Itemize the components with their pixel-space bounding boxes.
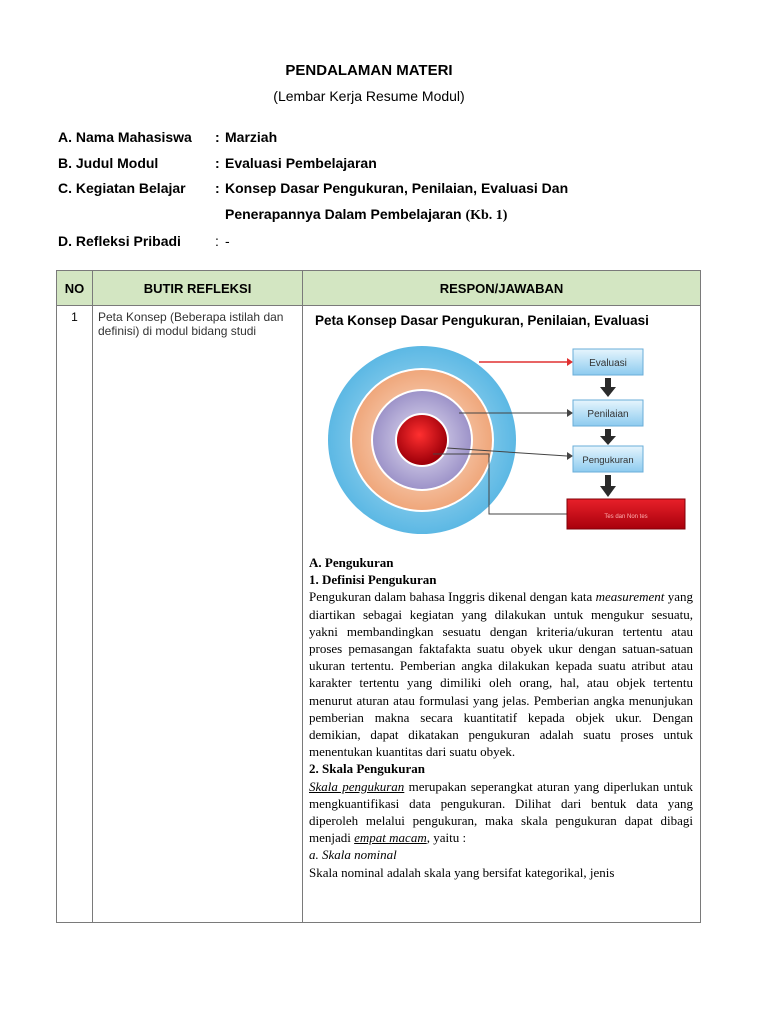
- page-subtitle: (Lembar Kerja Resume Modul): [273, 88, 465, 104]
- info-label: C. Kegiatan Belajar: [58, 180, 186, 196]
- arrow-head-icon: [567, 452, 573, 460]
- box-pengukuran-label: Pengukuran: [582, 455, 634, 466]
- cell-no: 1: [57, 306, 93, 923]
- diagram-title: Peta Konsep Dasar Pengukuran, Penilaian, Evaluasi: [315, 313, 649, 328]
- definisi-text-2: yang diartikan sebagai kegiatan yang dilakukan untuk mengukur sesuatu, yakni membandingkan sesuatu dengan kriteria/ukuran tertentu atau proses pemasangan faktafakta suatu obyek ukur dengan satuan-satuan ukuran tertentu. Pemberian angka dilakukan kepada suatu atribut atau karakter tertentu yang dimiliki oleh orang, hal, atau objek tertentu menurut aturan atau formulasi yang jelas. Pemberian angka menunjukan pemberian makna secara kuantitatif kepada objek ukur. Dengan demikian, dapat dikatakan pengukuran adalah suatu proses untuk menentukan kuantitas dari suatu obyek.: [309, 589, 693, 760]
- info-colon: :: [215, 129, 220, 145]
- box-penilaian-label: Penilaian: [587, 409, 629, 420]
- skala-text-2: , yaitu :: [426, 830, 467, 846]
- down-arrow-icon: [600, 475, 616, 497]
- info-value: Marziah: [225, 129, 278, 145]
- info-judul: [58, 155, 698, 175]
- response-text: [309, 554, 693, 881]
- cell-butir: Peta Konsep (Beberapa istilah dan definisi) di modul bidang studi: [93, 306, 303, 923]
- info-colon: :: [215, 233, 219, 249]
- skala-term-2: empat macam: [354, 830, 427, 846]
- core-tes: [396, 414, 448, 466]
- info-refleksi: [58, 233, 698, 253]
- info-label: D. Refleksi Pribadi: [58, 233, 181, 249]
- info-value: Evaluasi Pembelajaran: [225, 155, 377, 171]
- down-arrow-icon: [600, 429, 616, 445]
- cell-respon: [303, 306, 701, 923]
- table-header-row: [57, 271, 701, 306]
- info-colon: :: [215, 180, 220, 196]
- skala-term: Skala pengukuran: [309, 778, 405, 794]
- box-evaluasi-label: Evaluasi: [589, 358, 627, 369]
- table-row: [57, 306, 701, 923]
- header-butir: BUTIR REFLEKSI: [93, 271, 303, 306]
- section-a-heading: A. Pengukuran: [309, 555, 394, 570]
- arrow-head-icon: [567, 358, 573, 366]
- header-no: NO: [57, 271, 93, 306]
- skala-text-1: merupakan seperangkat aturan yang diperlukan untuk mengkuantifikasi data pengukuran. Dilihat dari bentuk data yang diperoleh melalui pengukuran, maka skala pengukuran dapat dibagi menjadi: [309, 778, 694, 846]
- info-value2: Penerapannya Dalam Pembelajaran: [225, 206, 462, 222]
- definisi-heading: 1. Definisi Pengukuran: [309, 572, 437, 588]
- definisi-text-1: Pengukuran dalam bahasa Inggris dikenal dengan kata: [309, 589, 593, 605]
- info-kegiatan-cont: [58, 206, 698, 226]
- concept-map-diagram: [309, 336, 693, 550]
- info-label: A. Nama Mahasiswa: [58, 129, 192, 145]
- skala-heading: 2. Skala Pengukuran: [309, 761, 425, 777]
- info-value: -: [225, 233, 230, 249]
- arrow-head-icon: [567, 409, 573, 417]
- info-kegiatan: [58, 180, 698, 200]
- info-colon: :: [215, 155, 220, 171]
- reflection-table: [56, 270, 701, 923]
- info-label: B. Judul Modul: [58, 155, 159, 171]
- down-arrow-icon: [600, 378, 616, 397]
- header-respon: RESPON/JAWABAN: [303, 271, 701, 306]
- info-kb: (Kb. 1): [465, 208, 508, 223]
- info-value: Konsep Dasar Pengukuran, Penilaian, Evaluasi Dan: [225, 180, 569, 196]
- box-tes-label: Tes dan Non tes: [604, 514, 648, 520]
- page-title: PENDALAMAN MATERI: [285, 62, 453, 79]
- nominal-heading: a. Skala nominal: [309, 847, 397, 863]
- nominal-paragraph: Skala nominal adalah skala yang bersifat kategorikal, jenis: [309, 864, 615, 880]
- info-value-cont: [225, 206, 507, 224]
- info-nama: [58, 129, 698, 149]
- skala-paragraph: [309, 778, 693, 847]
- definisi-paragraph: [309, 588, 693, 760]
- definisi-term: measurement: [595, 589, 665, 605]
